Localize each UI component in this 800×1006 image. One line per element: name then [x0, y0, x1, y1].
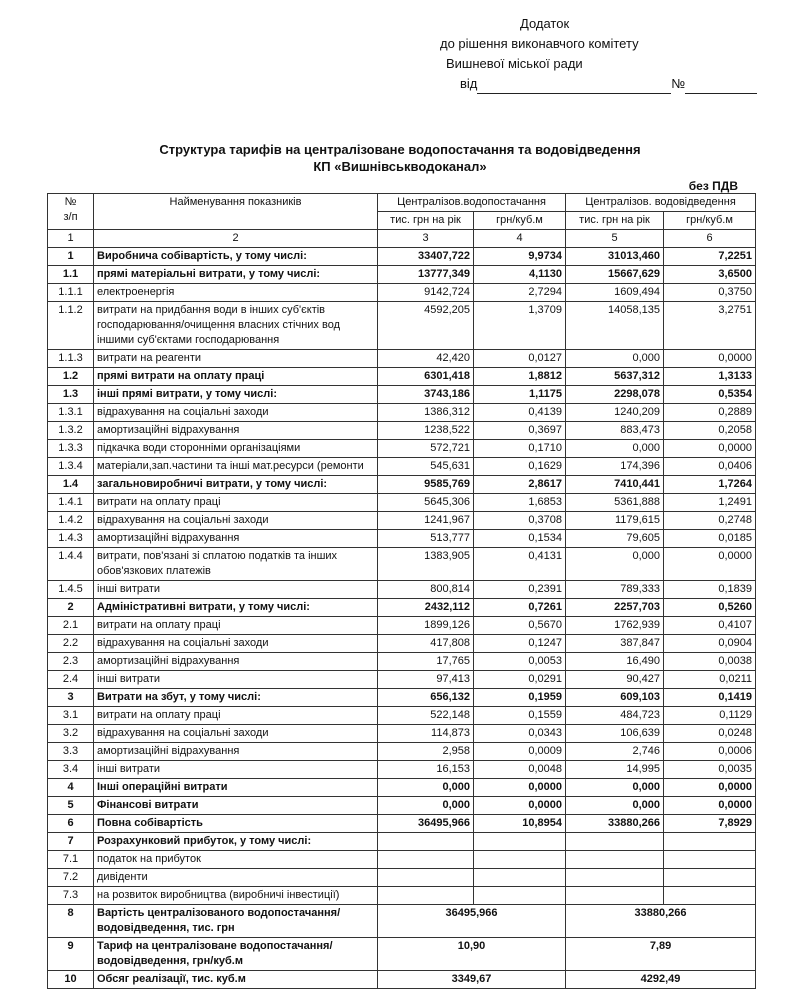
row-name: Фінансові витрати — [94, 797, 378, 815]
row-name: витрати на оплату праці — [94, 494, 378, 512]
row-sewer-m3: 0,0038 — [664, 653, 756, 671]
row-name: витрати на оплату праці — [94, 707, 378, 725]
row-sewer-year: 0,000 — [566, 350, 664, 368]
table-row — [48, 617, 756, 635]
row-sewer-year: 387,847 — [566, 635, 664, 653]
table-row — [48, 599, 756, 617]
row-sewer-year — [566, 869, 664, 887]
row-number: 1.4.2 — [48, 512, 94, 530]
vat-note: без ПДВ — [688, 179, 738, 193]
row-water-m3: 2,7294 — [474, 284, 566, 302]
row-number: 9 — [48, 938, 94, 971]
table-row — [48, 302, 756, 350]
row-name: податок на прибуток — [94, 851, 378, 869]
row-name: Обсяг реалізації, тис. куб.м — [94, 971, 378, 989]
row-sewer-m3 — [664, 869, 756, 887]
row-sewer-total: 4292,49 — [566, 971, 756, 989]
row-sewer-year: 5637,312 — [566, 368, 664, 386]
table-row — [48, 779, 756, 797]
row-water-m3: 0,3697 — [474, 422, 566, 440]
row-number: 1.3.4 — [48, 458, 94, 476]
document-header — [440, 14, 757, 94]
header-water: Централізов.водопостачання — [378, 194, 566, 212]
table-row — [48, 707, 756, 725]
row-sewer-m3: 1,7264 — [664, 476, 756, 494]
table-row — [48, 689, 756, 707]
row-name: Витрати на збут, у тому числі: — [94, 689, 378, 707]
row-water-year: 16,153 — [378, 761, 474, 779]
row-water-year: 9142,724 — [378, 284, 474, 302]
row-sewer-year: 609,103 — [566, 689, 664, 707]
title-line-2: КП «Вишнівськводоканал» — [313, 159, 487, 174]
row-number: 1.4.5 — [48, 581, 94, 599]
table-row — [48, 494, 756, 512]
row-name: інші прямі витрати, у тому числі: — [94, 386, 378, 404]
row-water-m3: 2,8617 — [474, 476, 566, 494]
row-water-year: 13777,349 — [378, 266, 474, 284]
row-water-year: 0,000 — [378, 779, 474, 797]
row-sewer-m3: 0,5260 — [664, 599, 756, 617]
table-row — [48, 725, 756, 743]
table-row — [48, 815, 756, 833]
row-water-year — [378, 851, 474, 869]
row-number: 1.1.2 — [48, 302, 94, 350]
row-name: Інші операційні витрати — [94, 779, 378, 797]
row-water-year — [378, 869, 474, 887]
row-number: 6 — [48, 815, 94, 833]
tariff-table — [47, 193, 756, 989]
row-water-m3: 0,4131 — [474, 548, 566, 581]
row-water-year: 3743,186 — [378, 386, 474, 404]
table-row — [48, 851, 756, 869]
row-name: прямі матеріальні витрати, у тому числі: — [94, 266, 378, 284]
row-sewer-year: 1762,939 — [566, 617, 664, 635]
row-sewer-m3: 7,8929 — [664, 815, 756, 833]
row-water-m3: 0,1559 — [474, 707, 566, 725]
row-number: 1.4.3 — [48, 530, 94, 548]
row-sewer-m3: 0,0211 — [664, 671, 756, 689]
row-name: Повна собівартість — [94, 815, 378, 833]
row-water-m3: 0,0053 — [474, 653, 566, 671]
row-sewer-year: 1609,494 — [566, 284, 664, 302]
header-num — [48, 194, 94, 230]
row-sewer-year: 79,605 — [566, 530, 664, 548]
row-name: відрахування на соціальні заходи — [94, 512, 378, 530]
row-sewer-year: 0,000 — [566, 548, 664, 581]
row-water-m3: 0,0000 — [474, 779, 566, 797]
row-number: 10 — [48, 971, 94, 989]
row-number: 1 — [48, 248, 94, 266]
row-name: амортизаційні відрахування — [94, 530, 378, 548]
row-water-m3 — [474, 851, 566, 869]
row-name: відрахування на соціальні заходи — [94, 635, 378, 653]
row-name: відрахування на соціальні заходи — [94, 725, 378, 743]
row-name: підкачка води сторонніми організаціями — [94, 440, 378, 458]
row-water-year: 17,765 — [378, 653, 474, 671]
row-number: 1.3.2 — [48, 422, 94, 440]
row-sewer-m3: 0,1839 — [664, 581, 756, 599]
row-sewer-year: 2298,078 — [566, 386, 664, 404]
col-index-3: 3 — [378, 230, 474, 248]
table-row — [48, 458, 756, 476]
row-water-m3: 0,0009 — [474, 743, 566, 761]
row-sewer-year: 90,427 — [566, 671, 664, 689]
table-row — [48, 653, 756, 671]
row-water-m3: 0,0048 — [474, 761, 566, 779]
row-name: інші витрати — [94, 581, 378, 599]
row-number: 1.3.1 — [48, 404, 94, 422]
row-sewer-year — [566, 833, 664, 851]
row-water-year: 572,721 — [378, 440, 474, 458]
table-row — [48, 635, 756, 653]
row-water-year: 114,873 — [378, 725, 474, 743]
table-row — [48, 284, 756, 302]
header-council: Вишневої міської ради — [446, 56, 583, 71]
row-sewer-m3: 1,3133 — [664, 368, 756, 386]
row-sewer-year — [566, 851, 664, 869]
table-row — [48, 938, 756, 971]
row-sewer-m3: 0,5354 — [664, 386, 756, 404]
row-number: 4 — [48, 779, 94, 797]
row-name: Вартість централізованого водопостачання/водовідведення, тис. грн — [94, 905, 378, 938]
header-appendix: Додаток — [520, 16, 570, 31]
header-num-1: № — [64, 196, 77, 208]
row-water-year: 1899,126 — [378, 617, 474, 635]
row-water-m3: 0,0000 — [474, 797, 566, 815]
row-water-m3: 1,6853 — [474, 494, 566, 512]
row-sewer-m3 — [664, 887, 756, 905]
row-name: дивіденти — [94, 869, 378, 887]
row-water-year: 800,814 — [378, 581, 474, 599]
document-title — [0, 141, 800, 175]
table-row — [48, 476, 756, 494]
row-number: 7 — [48, 833, 94, 851]
row-sewer-year: 16,490 — [566, 653, 664, 671]
header-unit-year-sewer: тис. грн на рік — [566, 212, 664, 230]
row-water-year — [378, 887, 474, 905]
number-blank-line — [685, 79, 757, 94]
col-index-5: 5 — [566, 230, 664, 248]
row-number: 2.2 — [48, 635, 94, 653]
row-water-m3: 0,1629 — [474, 458, 566, 476]
row-sewer-m3: 0,0000 — [664, 797, 756, 815]
row-sewer-year: 31013,460 — [566, 248, 664, 266]
column-index-row — [48, 230, 756, 248]
row-number: 2.4 — [48, 671, 94, 689]
row-sewer-m3: 0,1419 — [664, 689, 756, 707]
row-water-year: 522,148 — [378, 707, 474, 725]
row-sewer-total: 7,89 — [566, 938, 756, 971]
table-row — [48, 797, 756, 815]
row-name: загальновиробничі витрати, у тому числі: — [94, 476, 378, 494]
row-sewer-year: 33880,266 — [566, 815, 664, 833]
row-number: 2 — [48, 599, 94, 617]
row-sewer-year: 789,333 — [566, 581, 664, 599]
row-water-total: 3349,67 — [378, 971, 566, 989]
table-row — [48, 971, 756, 989]
row-water-year: 1238,522 — [378, 422, 474, 440]
table-row — [48, 833, 756, 851]
row-water-m3: 0,4139 — [474, 404, 566, 422]
row-water-year: 97,413 — [378, 671, 474, 689]
row-water-year: 42,420 — [378, 350, 474, 368]
row-number: 3.4 — [48, 761, 94, 779]
row-water-year — [378, 833, 474, 851]
row-sewer-m3: 0,0185 — [664, 530, 756, 548]
row-water-m3: 1,3709 — [474, 302, 566, 350]
row-sewer-m3: 0,0000 — [664, 350, 756, 368]
row-name: витрати на реагенти — [94, 350, 378, 368]
header-unit-year-water: тис. грн на рік — [378, 212, 474, 230]
row-water-m3: 1,8812 — [474, 368, 566, 386]
row-number: 7.3 — [48, 887, 94, 905]
row-sewer-m3: 0,0000 — [664, 548, 756, 581]
row-sewer-m3 — [664, 851, 756, 869]
header-num-2: з/п — [63, 211, 78, 223]
row-number: 1.1.3 — [48, 350, 94, 368]
row-sewer-year: 484,723 — [566, 707, 664, 725]
row-number: 3.1 — [48, 707, 94, 725]
row-number: 1.1 — [48, 266, 94, 284]
row-water-year: 36495,966 — [378, 815, 474, 833]
table-row — [48, 530, 756, 548]
col-index-2: 2 — [94, 230, 378, 248]
row-name: Тариф на централізоване водопостачання/водовідведення, грн/куб.м — [94, 938, 378, 971]
row-sewer-year: 2,746 — [566, 743, 664, 761]
row-sewer-year: 0,000 — [566, 779, 664, 797]
row-water-m3: 0,7261 — [474, 599, 566, 617]
row-sewer-year: 5361,888 — [566, 494, 664, 512]
row-number: 1.2 — [48, 368, 94, 386]
row-water-m3: 0,3708 — [474, 512, 566, 530]
row-sewer-year: 0,000 — [566, 440, 664, 458]
row-name: Виробнича собівартість, у тому числі: — [94, 248, 378, 266]
row-number: 1.1.1 — [48, 284, 94, 302]
row-sewer-m3: 7,2251 — [664, 248, 756, 266]
row-water-m3: 0,0291 — [474, 671, 566, 689]
row-water-year: 545,631 — [378, 458, 474, 476]
row-water-year: 0,000 — [378, 797, 474, 815]
row-water-m3: 0,0343 — [474, 725, 566, 743]
row-name: амортизаційні відрахування — [94, 653, 378, 671]
row-name: інші витрати — [94, 671, 378, 689]
row-number: 3.3 — [48, 743, 94, 761]
row-water-m3: 1,1175 — [474, 386, 566, 404]
row-name: витрати на оплату праці — [94, 617, 378, 635]
row-number: 3.2 — [48, 725, 94, 743]
row-water-m3 — [474, 869, 566, 887]
row-sewer-m3: 0,2889 — [664, 404, 756, 422]
row-water-year: 417,808 — [378, 635, 474, 653]
row-water-year: 1383,905 — [378, 548, 474, 581]
table-row — [48, 368, 756, 386]
table-row — [48, 266, 756, 284]
header-unit-m3-sewer: грн/куб.м — [664, 212, 756, 230]
row-water-m3: 4,1130 — [474, 266, 566, 284]
table-row — [48, 869, 756, 887]
row-name: витрати на придбання води в інших суб'єктів господарювання/очищення власних стічних вод іншими суб'єктами господарювання — [94, 302, 378, 350]
col-index-6: 6 — [664, 230, 756, 248]
row-water-year: 2,958 — [378, 743, 474, 761]
row-sewer-year: 14058,135 — [566, 302, 664, 350]
row-sewer-year: 883,473 — [566, 422, 664, 440]
row-sewer-m3: 0,0248 — [664, 725, 756, 743]
row-water-m3: 0,2391 — [474, 581, 566, 599]
row-sewer-m3: 0,0000 — [664, 779, 756, 797]
row-water-m3 — [474, 887, 566, 905]
row-water-year: 1241,967 — [378, 512, 474, 530]
row-water-year: 513,777 — [378, 530, 474, 548]
row-number: 5 — [48, 797, 94, 815]
row-water-year: 1386,312 — [378, 404, 474, 422]
row-sewer-m3: 1,2491 — [664, 494, 756, 512]
row-number: 7.2 — [48, 869, 94, 887]
row-sewer-year: 106,639 — [566, 725, 664, 743]
row-number: 1.3 — [48, 386, 94, 404]
row-name: інші витрати — [94, 761, 378, 779]
row-number: 2.3 — [48, 653, 94, 671]
row-name: амортизаційні відрахування — [94, 422, 378, 440]
row-sewer-m3: 0,0406 — [664, 458, 756, 476]
table-row — [48, 761, 756, 779]
title-line-1: Структура тарифів на централізоване водопостачання та водовідведення — [159, 142, 641, 157]
col-index-1: 1 — [48, 230, 94, 248]
row-sewer-year: 0,000 — [566, 797, 664, 815]
row-sewer-m3: 0,1129 — [664, 707, 756, 725]
row-name: Адміністративні витрати, у тому числі: — [94, 599, 378, 617]
row-sewer-m3: 0,4107 — [664, 617, 756, 635]
row-sewer-year: 1240,209 — [566, 404, 664, 422]
row-sewer-year: 7410,441 — [566, 476, 664, 494]
row-water-m3: 9,9734 — [474, 248, 566, 266]
row-sewer-year: 1179,615 — [566, 512, 664, 530]
row-water-year: 6301,418 — [378, 368, 474, 386]
row-water-m3: 0,5670 — [474, 617, 566, 635]
row-name: Розрахунковий прибуток, у тому числі: — [94, 833, 378, 851]
row-name: на розвиток виробництва (виробничі інвестиції) — [94, 887, 378, 905]
row-name: амортизаційні відрахування — [94, 743, 378, 761]
row-sewer-m3: 0,0904 — [664, 635, 756, 653]
row-sewer-m3: 3,6500 — [664, 266, 756, 284]
row-water-m3: 0,0127 — [474, 350, 566, 368]
row-water-year: 4592,205 — [378, 302, 474, 350]
header-sewer: Централізов. водовідведення — [566, 194, 756, 212]
table-row — [48, 512, 756, 530]
table-row — [48, 440, 756, 458]
row-sewer-year: 15667,629 — [566, 266, 664, 284]
row-sewer-m3: 0,0035 — [664, 761, 756, 779]
table-row — [48, 386, 756, 404]
number-label: № — [671, 76, 686, 91]
row-number: 1.4 — [48, 476, 94, 494]
table-row — [48, 248, 756, 266]
table-row — [48, 743, 756, 761]
row-water-year: 2432,112 — [378, 599, 474, 617]
date-blank-line — [477, 79, 671, 94]
row-water-total: 10,90 — [378, 938, 566, 971]
row-sewer-m3 — [664, 833, 756, 851]
header-decision: до рішення виконавчого комітету — [440, 36, 639, 51]
row-sewer-m3: 0,2748 — [664, 512, 756, 530]
row-sewer-year: 14,995 — [566, 761, 664, 779]
col-index-4: 4 — [474, 230, 566, 248]
row-name: матеріали,зап.частини та інші мат.ресурси (ремонти — [94, 458, 378, 476]
row-number: 3 — [48, 689, 94, 707]
row-number: 8 — [48, 905, 94, 938]
row-water-m3 — [474, 833, 566, 851]
table-row — [48, 350, 756, 368]
row-water-year: 5645,306 — [378, 494, 474, 512]
header-date-number — [440, 74, 757, 94]
row-sewer-m3: 0,0000 — [664, 440, 756, 458]
table-row — [48, 548, 756, 581]
row-name: електроенергія — [94, 284, 378, 302]
row-water-year: 656,132 — [378, 689, 474, 707]
row-number: 7.1 — [48, 851, 94, 869]
row-water-year: 9585,769 — [378, 476, 474, 494]
row-number: 1.4.4 — [48, 548, 94, 581]
row-sewer-total: 33880,266 — [566, 905, 756, 938]
row-sewer-m3: 0,3750 — [664, 284, 756, 302]
table-row — [48, 422, 756, 440]
table-row — [48, 404, 756, 422]
header-row — [48, 194, 756, 212]
row-sewer-m3: 0,2058 — [664, 422, 756, 440]
row-water-m3: 0,1959 — [474, 689, 566, 707]
row-water-m3: 0,1534 — [474, 530, 566, 548]
row-water-m3: 0,1710 — [474, 440, 566, 458]
row-sewer-m3: 3,2751 — [664, 302, 756, 350]
table-row — [48, 671, 756, 689]
header-name: Найменування показників — [94, 194, 378, 230]
row-sewer-year — [566, 887, 664, 905]
row-name: відрахування на соціальні заходи — [94, 404, 378, 422]
row-water-total: 36495,966 — [378, 905, 566, 938]
row-number: 1.4.1 — [48, 494, 94, 512]
table-row — [48, 581, 756, 599]
row-number: 1.3.3 — [48, 440, 94, 458]
row-water-year: 33407,722 — [378, 248, 474, 266]
table-row — [48, 887, 756, 905]
row-water-m3: 10,8954 — [474, 815, 566, 833]
row-name: витрати, пов'язані зі сплатою податків та інших обов'язкових платежів — [94, 548, 378, 581]
row-sewer-m3: 0,0006 — [664, 743, 756, 761]
row-sewer-year: 174,396 — [566, 458, 664, 476]
row-sewer-year: 2257,703 — [566, 599, 664, 617]
row-water-m3: 0,1247 — [474, 635, 566, 653]
table-row — [48, 905, 756, 938]
header-unit-m3-water: грн/куб.м — [474, 212, 566, 230]
row-number: 2.1 — [48, 617, 94, 635]
date-label: від — [460, 76, 478, 91]
row-name: прямі витрати на оплату праці — [94, 368, 378, 386]
